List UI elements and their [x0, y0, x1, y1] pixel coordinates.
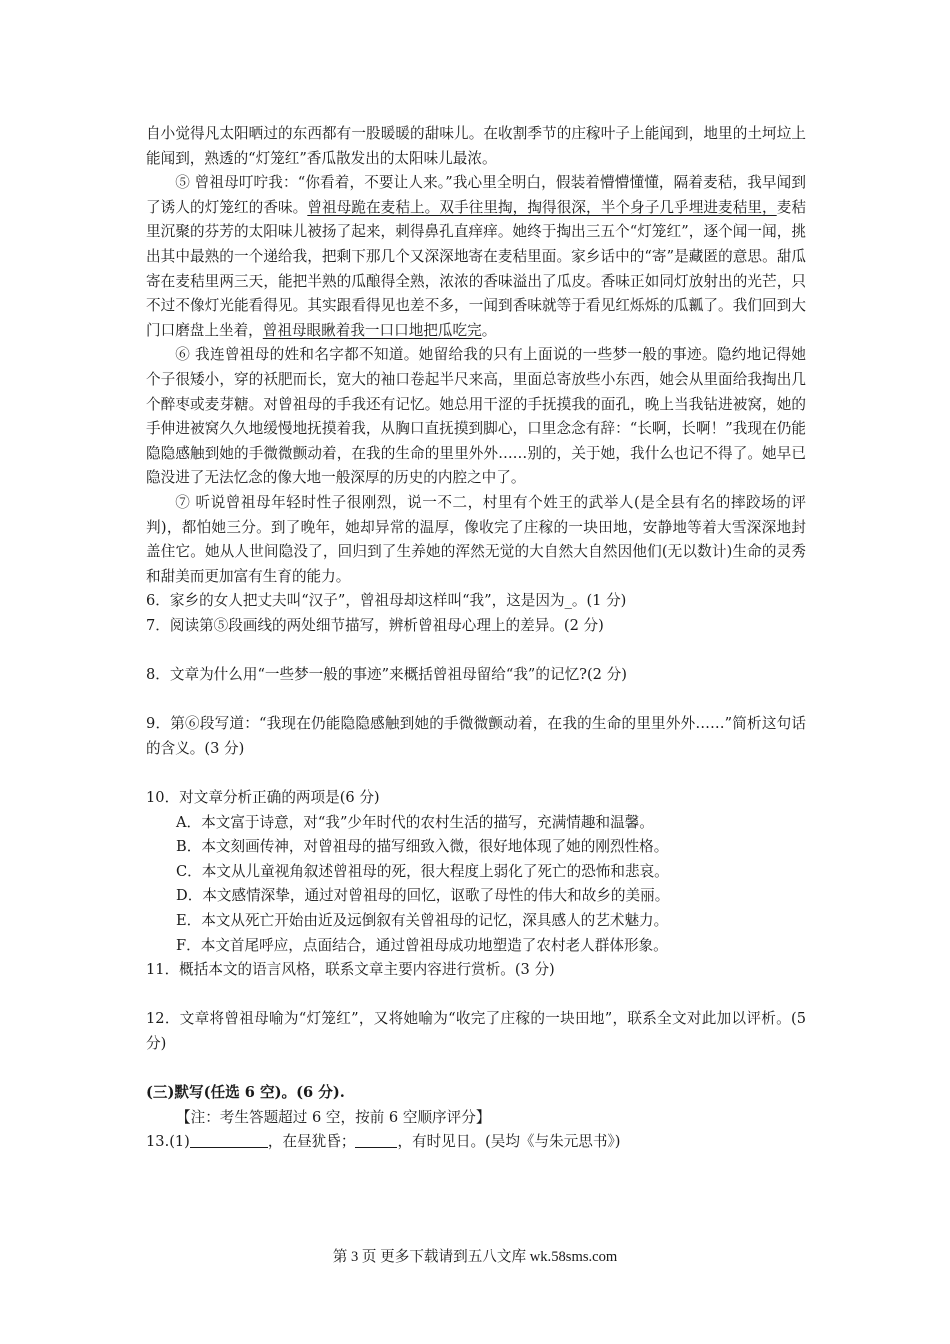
question-10-option-d: D．本文感情深挚，通过对曾祖母的回忆，讴歌了母性的伟大和故乡的美丽。: [176, 887, 670, 905]
answer-space: [146, 1057, 806, 1082]
question-6: 6．家乡的女人把丈夫叫“汉子”，曾祖母却这样叫“我”，这是因为_。(1 分): [146, 592, 627, 610]
paragraph-5-end: 。: [481, 321, 497, 339]
answer-space: [146, 761, 806, 786]
question-13-middle: ，在昼犹昏；: [267, 1133, 356, 1151]
question-9: 9．第⑥段写道：“我现在仍能隐隐感触到她的手微微颤动着，在我的生命的里里外外……”简析这句话的含义。(3 分): [146, 715, 806, 757]
exam-content: [146, 122, 806, 1155]
question-10-option-b: B．本文刻画传神，对曾祖母的描写细致入微，很好地体现了她的刚烈性格。: [176, 838, 669, 856]
answer-space: [146, 983, 806, 1008]
question-11: 11．概括本文的语言风格，联系文章主要内容进行赏析。(3 分): [146, 961, 555, 979]
question-8: 8．文章为什么用“一些梦一般的事迹”来概括曾祖母留给“我”的记忆?(2 分): [146, 666, 627, 684]
question-7: 7．阅读第⑤段画线的两处细节描写，辨析曾祖母心理上的差异。(2 分): [146, 616, 604, 634]
question-10-option-a: A．本文富于诗意，对“我”少年时代的农村生活的描写，充满情趣和温馨。: [176, 813, 654, 831]
question-10-option-e: E．本文从死亡开始由近及远倒叙有关曾祖母的记忆，深具感人的艺术魅力。: [176, 912, 669, 929]
paragraph-5-text-b: 麦秸里沉聚的芬芳的太阳味儿被扬了起来，刺得鼻孔直痒痒。她终于掏出三五个“灯笼红”，逐个闻一闻，挑出其中最熟的一个递给我，把剩下那几个又深深地寄在麦秸里面。家乡话中的“寄”是藏匿的意思。甜瓜寄在麦秸里两三天，能把半熟的瓜酿得全熟，浓浓的香味溢出了瓜皮。香味正如同灯放射出的光芒，只不过不像灯光能看得见。其实跟看得见也差不多，一闻到香味就等于看见红烁烁的瓜瓤了。我们回到大门口磨盘上坐着，: [146, 198, 806, 339]
question-10-option-f: F．本文首尾呼应，点面结合，通过曾祖母成功地塑造了农村老人群体形象。: [176, 936, 668, 954]
question-13: [146, 1130, 806, 1155]
page-footer: 第 3 页 更多下载请到五八文库 wk.58sms.com: [332, 1249, 618, 1265]
question-12: 12．文章将曾祖母喻为“灯笼红”，又将她喻为“收完了庄稼的一块田地”，联系全文对此加以评析。(5 分): [146, 1010, 806, 1052]
question-13-end: ，有时见日。(吴均《与朱元思书》): [397, 1133, 621, 1151]
question-10: 10．对文章分析正确的两项是(6 分): [146, 789, 380, 807]
fill-blank-1[interactable]: [190, 1131, 268, 1148]
passage-paragraph-6: ⑥ 我连曾祖母的姓和名字都不知道。她留给我的只有上面说的一些梦一般的事迹。隐约地记得她个子很矮小，穿的袄肥而长，宽大的袖口卷起半尺来高，里面总寄放些小东西，她会从里面给我掏出几个醉枣或麦芽糖。对曾祖母的手我还有记忆。她总用干涩的手抚摸我的面孔，晚上当我钻进被窝，她的手伸进被窝久久地缓慢地抚摸着我，从胸口直抚摸到脚心，口里念念有辞：“长啊，长啊！”我现在仍能隐隐感触到她的手微微颤动着，在我的生命的里里外外……别的，关于她，我什么也记不得了。她早已隐没进了无法忆念的像大地一般深厚的历史的内腔之中了。: [146, 346, 806, 487]
fill-blank-2[interactable]: [355, 1131, 397, 1148]
passage-paragraph-4-continuation: 自小觉得凡太阳晒过的东西都有一股暖暖的甜味儿。在收割季节的庄稼叶子上能闻到，地里的土坷垃上能闻到，熟透的“灯笼红”香瓜散发出的太阳味儿最浓。: [146, 125, 806, 167]
question-10-option-c: C．本文从儿童视角叙述曾祖母的死，很大程度上弱化了死亡的恐怖和悲哀。: [176, 862, 669, 880]
answer-space: [146, 688, 806, 713]
answer-space: [146, 638, 806, 663]
passage-paragraph-5: [146, 171, 806, 343]
section-3-note: 【注：考生答题超过 6 空，按前 6 空顺序评分】: [176, 1108, 491, 1126]
underlined-detail-1: 曾祖母跪在麦秸上。双手往里掏，掏得很深，半个身子几乎埋进麦秸里，: [307, 198, 777, 216]
section-3-heading: (三)默写(任选 6 空)。(6 分).: [146, 1084, 345, 1102]
underlined-detail-2: 曾祖母眼瞅着我一口口地把瓜吃完: [262, 321, 482, 339]
question-13-prefix: 13.(1): [146, 1133, 190, 1151]
passage-paragraph-7: ⑦ 听说曾祖母年轻时性子很刚烈，说一不二，村里有个姓王的武举人(是全县有名的摔跤场的评判)，都怕她三分。到了晚年，她却异常的温厚，像收完了庄稼的一块田地，安静地等着大雪深深地封盖住它。她从人世间隐没了，回归到了生养她的浑然无觉的大自然大自然因他们(无以数计)生命的灵秀和甜美而更加富有生育的能力。: [146, 493, 806, 585]
paragraph-5-text-a: ⑤ 曾祖母叮咛我：“你看着，不要让人来。”我心里全明白，假装着懵懵懂懂，隔着麦秸，我早闻到了诱人的灯笼红的香味。: [146, 174, 806, 216]
